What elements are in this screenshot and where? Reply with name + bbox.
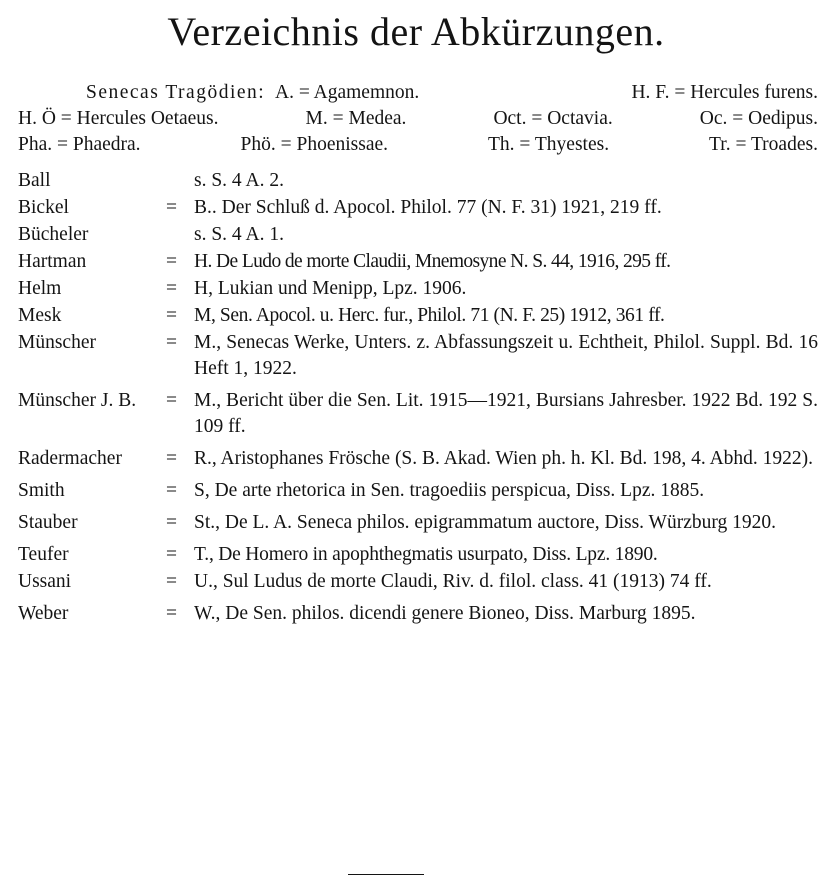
entry-equals: = [166, 448, 177, 469]
list-item [18, 601, 818, 627]
entry-reference: St., De L. A. Seneca philos. epigrammatum auctore, Diss. Würzburg 1920. [194, 512, 777, 533]
entry-reference: H. De Ludo de morte Claudii, Mnemosyne N. S. 44, 1916, 295 ff. [194, 251, 671, 272]
footer-rule [348, 874, 424, 875]
intro-lead: Senecas Tragödien: [86, 82, 266, 103]
abbr-phoenissae: Phö. = Phoenissae. [240, 134, 389, 155]
intro-line-1 [18, 80, 818, 106]
entry-author: Ussani [18, 571, 72, 592]
entry-equals: = [166, 278, 177, 299]
entry-author: Smith [18, 480, 65, 501]
entry-equals: = [166, 390, 177, 411]
abbr-octavia: Oct. = Octavia. [493, 108, 613, 129]
entry-reference: U., Sul Ludus de morte Claudi, Riv. d. filol. class. 41 (1913) 74 ff. [194, 571, 712, 592]
page-title: Verzeichnis der Abkürzungen. [167, 9, 665, 54]
list-item [18, 168, 818, 194]
abbr-troades: Tr. = Troades. [709, 134, 818, 155]
list-item [18, 222, 818, 248]
entry-author: Bickel [18, 197, 69, 218]
list-item [18, 303, 818, 329]
abbr-medea: M. = Medea. [305, 108, 407, 129]
entry-author: Teufer [18, 544, 69, 565]
entry-equals: = [166, 251, 177, 272]
list-item [18, 249, 818, 275]
entry-author: Ball [18, 170, 51, 191]
entry-author: Münscher [18, 332, 96, 353]
list-item [18, 569, 818, 595]
entry-author: Münscher J. B. [18, 390, 137, 411]
entry-equals: = [166, 571, 177, 592]
entry-equals: = [166, 305, 177, 326]
entry-equals: = [166, 603, 177, 624]
entry-reference: W., De Sen. philos. dicendi genere Bioneo, Diss. Marburg 1895. [194, 603, 696, 624]
list-item [18, 542, 818, 568]
entry-equals: = [166, 512, 177, 533]
entry-author: Weber [18, 603, 69, 624]
entry-equals: = [166, 332, 177, 353]
entry-equals: = [166, 480, 177, 501]
entry-equals: = [166, 544, 177, 565]
entry-reference: R., Aristophanes Frösche (S. B. Akad. Wien ph. h. Kl. Bd. 198, 4. Abhd. 1922). [194, 448, 814, 469]
abbr-oedipus: Oc. = Oedipus. [699, 108, 818, 129]
entry-reference: M., Senecas Werke, Unters. z. Abfassungszeit u. Echtheit, Philol. Suppl. Bd. 16 Heft 1, 1922. [194, 332, 818, 379]
entry-reference: T., De Homero in apophthegmatis usurpato, Diss. Lpz. 1890. [194, 544, 658, 565]
entry-reference: B.. Der Schluß d. Apocol. Philol. 77 (N. F. 31) 1921, 219 ff. [194, 197, 662, 218]
intro-line-2 [18, 106, 818, 132]
list-item [18, 446, 818, 472]
entry-reference: s. S. 4 A. 2. [194, 170, 284, 191]
abbr-hercules-furens: H. F. = Hercules furens. [631, 82, 818, 103]
intro-line-3 [18, 132, 818, 158]
list-item [18, 510, 818, 536]
entry-reference: H, Lukian und Menipp, Lpz. 1906. [194, 278, 467, 299]
abbr-thyestes: Th. = Thyestes. [487, 134, 610, 155]
entry-author: Mesk [18, 305, 62, 326]
list-item [18, 388, 818, 440]
entry-equals: = [166, 197, 177, 218]
abbr-agamemnon: A. = Agamemnon. [275, 82, 420, 103]
entry-author: Helm [18, 278, 62, 299]
tragedy-abbreviations [18, 80, 818, 158]
entry-author: Stauber [18, 512, 78, 533]
list-item [18, 276, 818, 302]
entry-reference: s. S. 4 A. 1. [194, 224, 284, 245]
abbr-phaedra: Pha. = Phaedra. [18, 134, 141, 155]
list-item [18, 195, 818, 221]
list-item [18, 478, 818, 504]
entry-author: Bücheler [18, 224, 89, 245]
entry-author: Hartman [18, 251, 87, 272]
entry-reference: S, De arte rhetorica in Sen. tragoediis perspicua, Diss. Lpz. 1885. [194, 480, 705, 501]
list-item [18, 330, 818, 382]
entry-reference: M, Sen. Apocol. u. Herc. fur., Philol. 71 (N. F. 25) 1912, 361 ff. [194, 305, 665, 326]
entry-reference: M., Bericht über die Sen. Lit. 1915—1921, Bursians Jahresber. 1922 Bd. 192 S. 109 ff. [194, 390, 818, 437]
abbreviation-list [18, 168, 818, 627]
abbr-hercules-oetaeus: H. Ö = Hercules Oetaeus. [18, 108, 219, 129]
entry-author: Radermacher [18, 448, 122, 469]
